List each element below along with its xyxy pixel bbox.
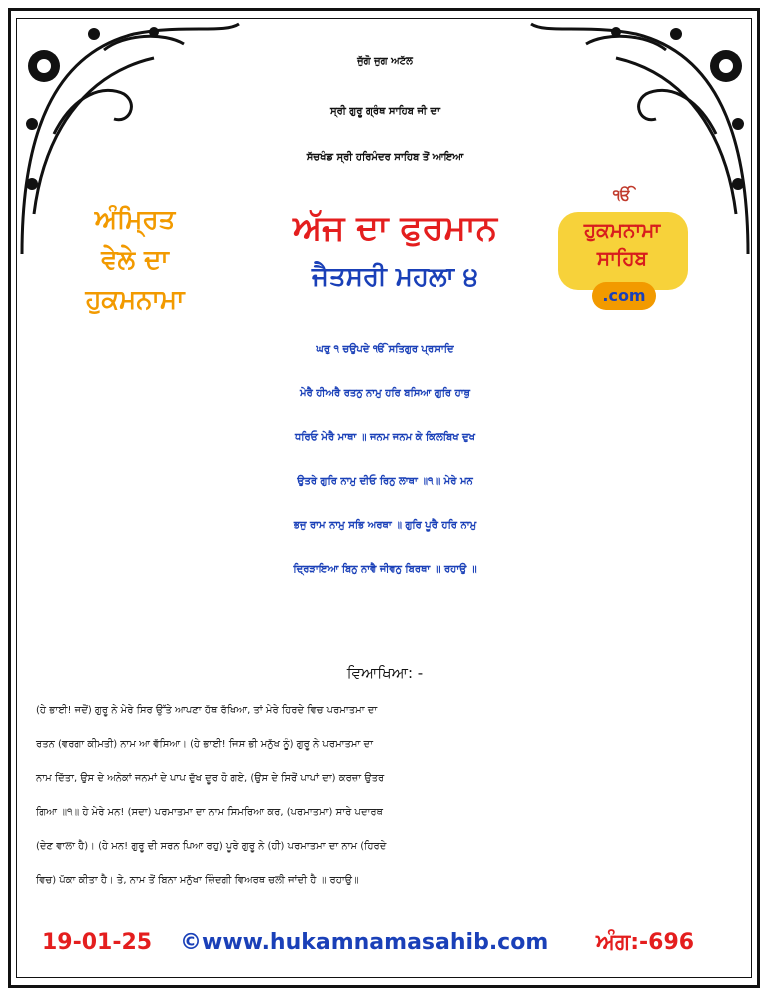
footer-bar (36, 926, 736, 962)
vyakhya-text (36, 694, 736, 898)
logo-text-line-2: ਸਾਹਿਬ (596, 246, 648, 270)
gurbani-line: ਭਜੁ ਰਾਮ ਨਾਮੁ ਸਭਿ ਅਰਥਾ ॥ ਗੁਰਿ ਪੂਰੈ ਹਰਿ ਨਾਮੁ (293, 520, 477, 531)
gurbani-line: ਧਰਿਓ ਮੇਰੈ ਮਾਥਾ ॥ ਜਨਮ ਜਨਮ ਕੇ ਕਿਲਬਿਖ ਦੁਖ (295, 432, 475, 443)
vyakhya-line: ਨਾਮ ਦਿੱਤਾ, ਉਸ ਦੇ ਅਨੇਕਾਂ ਜਨਮਾਂ ਦੇ ਪਾਪ ਦੁੱਖ ਦੂਰ ਹੋ ਗਏ, (ਉਸ ਦੇ ਸਿਰੋਂ ਪਾਪਾਂ ਦਾ) ਕਰਜ਼ਾ ਉਤਰ (36, 773, 385, 784)
gurbani-line: ਦ੍ਰਿੜਾਇਆ ਬਿਨੁ ਨਾਵੈ ਜੀਵਨੁ ਬਿਰਥਾ ॥ ਰਹਾਉ ॥ (293, 564, 477, 575)
ik-onkar-symbol: ੴ (612, 186, 632, 204)
header-line-1: ਜੁੱਗੋ ਜੁਗ ਅਟੱਲ (357, 56, 413, 67)
footer-ang-number: ਅੰਗ:-696 (596, 930, 695, 955)
amrit-line-3: ਹੁਕਮਨਾਮਾ (85, 285, 185, 315)
hukamnama-sahib-logo (548, 184, 696, 316)
gurbani-line: ਉਤਰੇ ਗੁਰਿ ਨਾਮੁ ਦੀਓ ਰਿਨੁ ਲਾਥਾ ॥੧॥ ਮੇਰੇ ਮਨ (297, 476, 473, 487)
amrit-line-2: ਵੇਲੇ ਦਾ (101, 245, 169, 275)
header-line-3: ਸੱਚਖੰਡ ਸ੍ਰੀ ਹਰਿਮੰਦਰ ਸਾਹਿਬ ਤੋਂ ਆਇਆ (306, 152, 464, 163)
gurbani-line: ਘਰੁ ੧ ਚਉਪਦੇ ੴ ਸਤਿਗੁਰ ਪ੍ਰਸਾਦਿ (316, 344, 454, 355)
footer-date: 19-01-25 (42, 930, 153, 955)
footer-website-link[interactable]: ©www.hukamnamasahib.com (180, 930, 549, 955)
logo-com-badge: .com (592, 282, 656, 310)
vyakhya-line: ਵਿਚ) ਪੱਕਾ ਕੀਤਾ ਹੈ। ਤੇ, ਨਾਮ ਤੋਂ ਬਿਨਾ ਮਨੁੱਖਾ ਜ਼ਿੰਦਗੀ ਵਿਅਰਥ ਚਲੀ ਜਾਂਦੀ ਹੈ ॥ ਰਹਾਉ॥ (36, 875, 359, 886)
page-title: ਅੱਜ ਦਾ ਫੁਰਮਾਨ (293, 208, 497, 248)
header-line-2: ਸ੍ਰੀ ਗੁਰੂ ਗ੍ਰੰਥ ਸਾਹਿਬ ਜੀ ਦਾ (329, 106, 441, 117)
vyakhya-line: ਰਤਨ (ਵਰਗਾ ਕੀਮਤੀ) ਨਾਮ ਆ ਵੱਸਿਆ। (ਹੇ ਭਾਈ! ਜਿਸ ਭੀ ਮਨੁੱਖ ਨੂੰ) ਗੁਰੂ ਨੇ ਪਰਮਾਤਮਾ ਦਾ (36, 739, 374, 750)
vyakhya-heading: ਵਿਆਖਿਆ: - (346, 664, 424, 682)
logo-text-line-1: ਹੁਕਮਨਾਮਾ (583, 218, 661, 242)
vyakhya-line: (ਦੇਣ ਵਾਲਾ ਹੈ)। (ਹੇ ਮਨ! ਗੁਰੂ ਦੀ ਸਰਨ ਪਿਆ ਰਹੁ) ਪੂਰੇ ਗੁਰੂ ਨੇ (ਹੀ) ਪਰਮਾਤਮਾ ਦਾ ਨਾਮ (ਹਿਰਦੇ (36, 841, 387, 852)
gurbani-line: ਮੇਰੈ ਹੀਅਰੈ ਰਤਨੁ ਨਾਮੁ ਹਰਿ ਬਸਿਆ ਗੁਰਿ ਹਾਥੁ (300, 388, 470, 399)
raag-heading: ਜੈਤਸਰੀ ਮਹਲਾ ੪ (311, 262, 479, 292)
vyakhya-line: (ਹੇ ਭਾਈ! ਜਦੋਂ) ਗੁਰੂ ਨੇ ਮੇਰੇ ਸਿਰ ਉੱਤੇ ਆਪਣਾ ਹੱਥ ਰੱਖਿਆ, ਤਾਂ ਮੇਰੇ ਹਿਰਦੇ ਵਿਚ ਪਰਮਾਤਮਾ ਦਾ (36, 705, 378, 716)
amrit-vele-label (30, 200, 240, 320)
amrit-line-1: ਅੰਮ੍ਰਿਤ (94, 205, 176, 235)
gurbani-verse (30, 328, 740, 592)
vyakhya-line: ਗਿਆ ॥੧॥ ਹੇ ਮੇਰੇ ਮਨ! (ਸਦਾ) ਪਰਮਾਤਮਾ ਦਾ ਨਾਮ ਸਿਮਰਿਆ ਕਰ, (ਪਰਮਾਤਮਾ) ਸਾਰੇ ਪਦਾਰਥ (36, 807, 383, 818)
